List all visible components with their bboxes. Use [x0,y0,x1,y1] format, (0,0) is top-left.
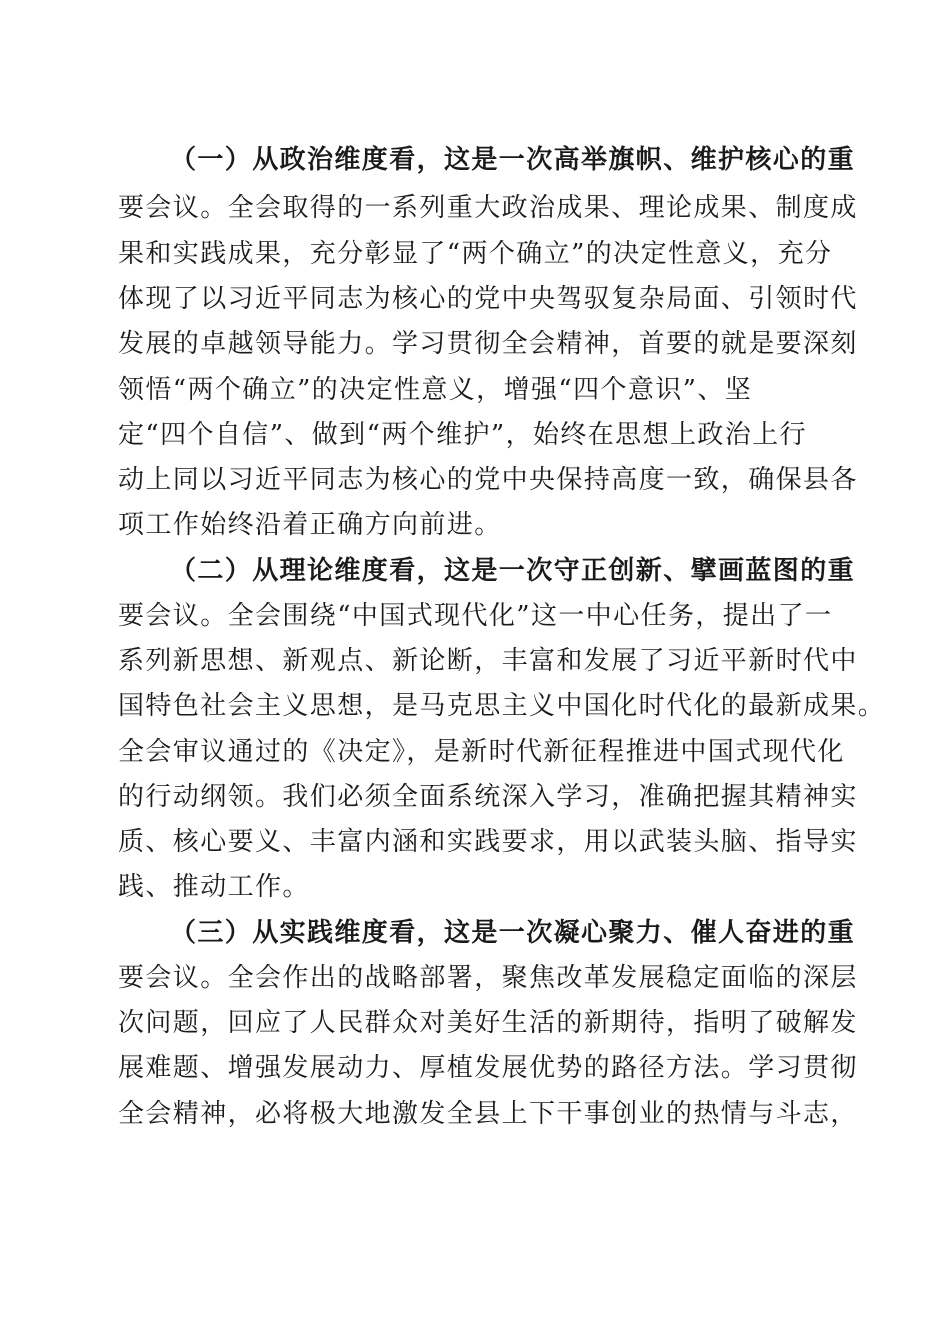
text-line: 全会审议通过的《决定》，是新时代新征程推进中国式现代化 [118,737,845,767]
text-line: 展难题、增强发展动力、厚植发展优势的路径方法。学习贯彻 [118,1053,858,1083]
text-line: 定“四个自信”、做到“两个维护”，始终在思想上政治上行 [118,420,807,450]
text-line: 领悟“两个确立”的决定性意义，增强“四个意识”、坚 [118,375,753,405]
text-line: 系列新思想、新观点、新论断，丰富和发展了习近平新时代中 [118,646,858,676]
text-line: 果和实践成果，充分彰显了“两个确立”的决定性意义，充分 [118,239,833,269]
text-line: 要会议。全会围绕“中国式现代化”这一中心任务，提出了一 [118,601,833,631]
text-line: 要会议。全会取得的一系列重大政治成果、理论成果、制度成 [118,193,858,223]
text-line: 质、核心要义、丰富内涵和实践要求，用以武装头脑、指导实 [118,827,858,857]
paragraph-heading-line: （三）从实践维度看，这是一次凝心聚力、催人奋进的重 [170,918,856,948]
text-line: 项工作始终沿着正确方向前进。 [118,510,502,540]
text-line: 国特色社会主义思想，是马克思主义中国化时代化的最新成果。 [118,691,886,721]
text-line: 次问题，回应了人民群众对美好生活的新期待，指明了破解发 [118,1008,858,1038]
text-line: 体现了以习近平同志为核心的党中央驾驭复杂局面、引领时代 [118,284,858,314]
text-line: 动上同以习近平同志为核心的党中央保持高度一致，确保县各 [118,465,858,495]
text-line: 的行动纲领。我们必须全面系统深入学习，准确把握其精神实 [118,782,858,812]
paragraph-heading-line: （一）从政治维度看，这是一次高举旗帜、维护核心的重 [170,145,856,175]
paragraph-heading-line: （二）从理论维度看，这是一次守正创新、擘画蓝图的重 [170,556,856,586]
text-line: 全会精神，必将极大地激发全县上下干事创业的热情与斗志， [118,1099,858,1129]
text-line: 践、推动工作。 [118,872,310,902]
text-line: 要会议。全会作出的战略部署，聚焦改革发展稳定面临的深层 [118,963,858,993]
text-line: 发展的卓越领导能力。学习贯彻全会精神，首要的就是要深刻 [118,329,858,359]
